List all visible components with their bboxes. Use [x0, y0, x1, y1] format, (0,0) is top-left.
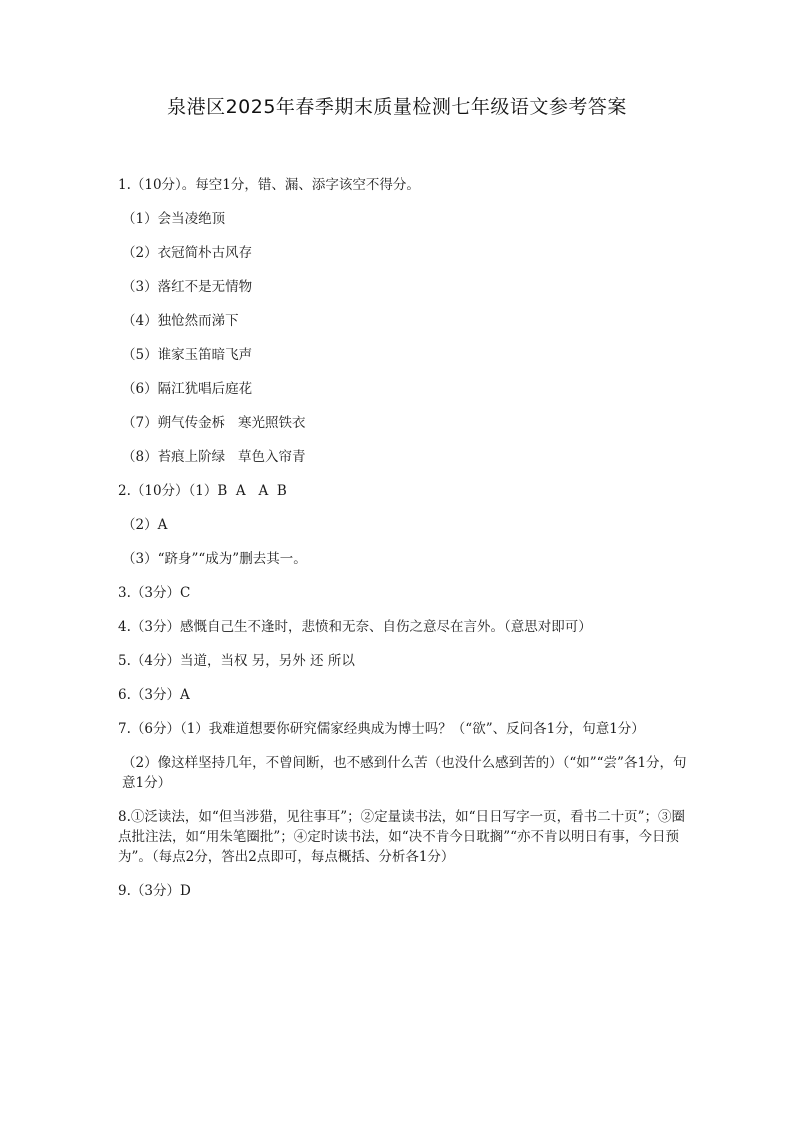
answer-content: [118, 175, 688, 915]
answer-q9: 9.（3分）D: [118, 883, 191, 899]
answer-q2-item-2: （2）A: [122, 517, 168, 533]
page-title: 泉港区2025年春季期末质量检测七年级语文参考答案: [167, 96, 627, 118]
answer-q1-item-5: （5）谁家玉笛暗飞声: [122, 347, 253, 363]
answer-q1-item-6: （6）隔江犹唱后庭花: [122, 381, 253, 397]
answer-q3: 3.（3分）C: [118, 585, 191, 601]
answer-q7: 7.（6分）（1）我难道想要你研究儒家经典成为博士吗？（“欲”、反问各1分，句意1分）: [118, 721, 645, 737]
answer-q5: 5.（4分）当道，当权 另，另外 还 所以: [118, 653, 355, 669]
answer-q1: 1.（10分）。每空1分，错、漏、添字该空不得分。: [118, 177, 420, 193]
answer-q1-item-2: （2）衣冠简朴古风存: [122, 245, 253, 261]
answer-q1-item-4: （4）独怆然而涕下: [122, 313, 239, 329]
answer-q2-item-3: （3）“跻身”“成为”删去其一。: [122, 551, 307, 567]
answer-q1-item-7: （7）朔气传金柝 寒光照铁衣: [122, 415, 306, 431]
answer-q2: 2.（10分）（1）B A A B: [118, 483, 287, 499]
answer-q1-item-8: （8）苔痕上阶绿 草色入帘青: [122, 449, 306, 465]
answer-q7-item-2: （2）像这样坚持几年，不曾间断，也不感到什么苦（也没什么感到苦的）（“如”“尝”各1分，句意1分）: [122, 755, 687, 791]
answer-q8: 8.①泛读法，如“但当涉猎，见往事耳”；②定量读书法，如“日日写字一页，看书二十页”；③圈点批注法，如“用朱笔圈批”；④定时读书法，如“决不肯今日耽搁”“亦不肯以明日有事，今日预为”。（每点2分，答出2点即可，每点概括、分析各1分）: [118, 809, 685, 865]
answer-q6: 6.（3分）A: [118, 687, 190, 703]
answer-q1-item-1: （1）会当凌绝顶: [122, 211, 226, 227]
answer-q1-item-3: （3）落红不是无情物: [122, 279, 253, 295]
answer-q4: 4.（3分）感慨自己生不逢时，悲愤和无奈、自伤之意尽在言外。（意思对即可）: [118, 619, 592, 635]
